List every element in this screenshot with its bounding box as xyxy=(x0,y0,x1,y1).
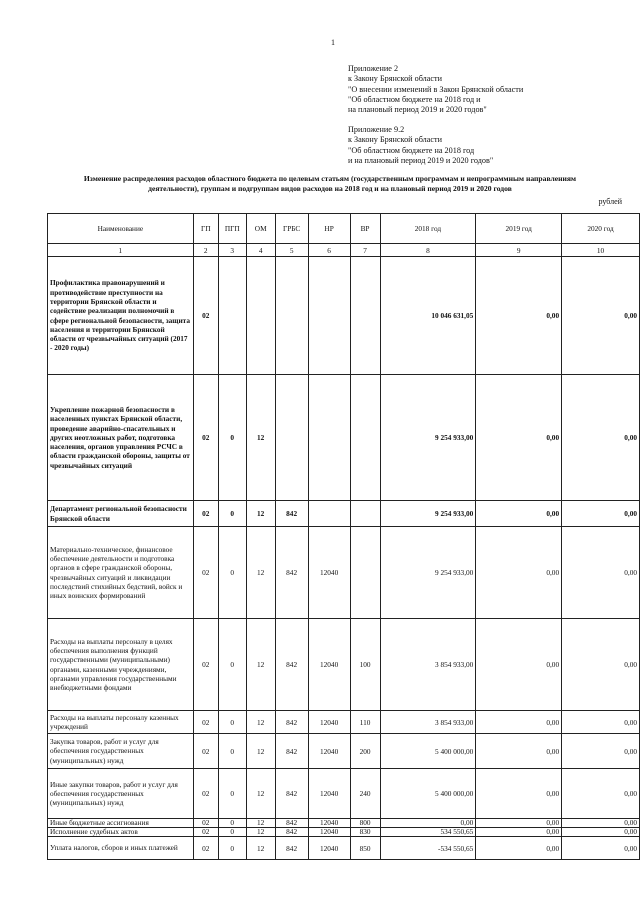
row-pgp-cell: 0 xyxy=(218,619,246,711)
col-header: 2019 год xyxy=(476,214,562,244)
col-number: 8 xyxy=(380,244,476,257)
row-y2018-cell: 9 254 933,00 xyxy=(380,375,476,501)
col-number: 6 xyxy=(308,244,350,257)
appendix-line: Приложение 2 xyxy=(348,64,399,73)
row-y2019-cell: 0,00 xyxy=(476,527,562,619)
budget-table xyxy=(47,213,640,860)
row-om-cell: 12 xyxy=(246,828,275,837)
row-pgp-cell: 0 xyxy=(218,769,246,819)
row-name-cell: Материально-техническое, финансовое обеспечение деятельности и подготовка органов в сфере гражданской обороны, чрезвычайных ситуаций и ликвидации последствий стихийных бедствий, войск и иных воинских формирований xyxy=(48,527,194,619)
col-header: ВР xyxy=(350,214,380,244)
table-row xyxy=(48,619,640,711)
row-nr-cell: 12040 xyxy=(308,819,350,828)
row-pgp-cell: 0 xyxy=(218,828,246,837)
table-row xyxy=(48,828,640,837)
row-y2020-cell: 0,00 xyxy=(562,375,640,501)
appendix-line: к Закону Брянской области xyxy=(348,135,442,145)
appendix-block xyxy=(348,64,523,115)
row-grbs-cell: 842 xyxy=(275,828,308,837)
row-vr-cell: 850 xyxy=(350,837,380,860)
col-number: 9 xyxy=(476,244,562,257)
col-header: ОМ xyxy=(246,214,275,244)
row-gp-cell: 02 xyxy=(193,769,218,819)
row-grbs-cell: 842 xyxy=(275,501,308,527)
row-nr-cell: 12040 xyxy=(308,619,350,711)
row-om-cell: 12 xyxy=(246,819,275,828)
row-y2019-cell: 0,00 xyxy=(476,828,562,837)
col-number: 5 xyxy=(275,244,308,257)
row-y2019-cell: 0,00 xyxy=(476,711,562,734)
row-pgp-cell: 0 xyxy=(218,837,246,860)
row-name-cell: Расходы на выплаты персоналу казенных учреждений xyxy=(48,711,194,734)
row-grbs-cell: 842 xyxy=(275,527,308,619)
title-line: Изменение распределения расходов областного бюджета по целевым статьям (государственным программам и непрограммным направлениям xyxy=(83,174,577,183)
row-y2018-cell: 5 400 000,00 xyxy=(380,734,476,769)
row-y2019-cell: 0,00 xyxy=(476,257,562,375)
row-gp-cell: 02 xyxy=(193,257,218,375)
table-row xyxy=(48,257,640,375)
row-y2018-cell: 10 046 631,05 xyxy=(380,257,476,375)
row-name-cell: Исполнение судебных актов xyxy=(48,828,194,837)
row-grbs-cell xyxy=(275,375,308,501)
row-name-cell: Иные закупки товаров, работ и услуг для обеспечения государственных (муниципальных) нужд xyxy=(48,769,194,819)
title-line: деятельности), группам и подгруппам видов расходов на 2018 год и на плановый период 2019 и 2020 годов xyxy=(148,184,512,193)
row-vr-cell: 100 xyxy=(350,619,380,711)
row-grbs-cell: 842 xyxy=(275,711,308,734)
row-om-cell: 12 xyxy=(246,501,275,527)
column-number-row xyxy=(48,244,640,257)
row-nr-cell: 12040 xyxy=(308,734,350,769)
row-y2019-cell: 0,00 xyxy=(476,734,562,769)
row-y2020-cell: 0,00 xyxy=(562,828,640,837)
row-y2019-cell: 0,00 xyxy=(476,501,562,527)
row-gp-cell: 02 xyxy=(193,501,218,527)
page-number: 1 xyxy=(331,38,335,47)
row-y2019-cell: 0,00 xyxy=(476,619,562,711)
row-om-cell: 12 xyxy=(246,769,275,819)
row-pgp-cell xyxy=(218,257,246,375)
row-name-cell: Иные бюджетные ассигнования xyxy=(48,819,194,828)
row-nr-cell: 12040 xyxy=(308,527,350,619)
col-number: 3 xyxy=(218,244,246,257)
row-nr-cell: 12040 xyxy=(308,711,350,734)
row-name-cell: Укрепление пожарной безопасности в населенных пунктах Брянской области, проведение аварийно-спасательных и других неотложных работ, подготовка населения, органов управления РСЧС в области гражданской обороны, защиты от чрезвычайных ситуаций xyxy=(48,375,194,501)
row-gp-cell: 02 xyxy=(193,619,218,711)
row-vr-cell: 830 xyxy=(350,828,380,837)
table-row xyxy=(48,527,640,619)
row-name-cell: Закупка товаров, работ и услуг для обеспечения государственных (муниципальных) нужд xyxy=(48,734,194,769)
row-y2020-cell: 0,00 xyxy=(562,711,640,734)
row-pgp-cell: 0 xyxy=(218,711,246,734)
table-row xyxy=(48,711,640,734)
row-y2020-cell: 0,00 xyxy=(562,257,640,375)
row-vr-cell xyxy=(350,501,380,527)
table-row xyxy=(48,819,640,828)
row-nr-cell: 12040 xyxy=(308,769,350,819)
row-y2020-cell: 0,00 xyxy=(562,769,640,819)
row-om-cell: 12 xyxy=(246,837,275,860)
table-row xyxy=(48,837,640,860)
row-y2018-cell: 9 254 933,00 xyxy=(380,501,476,527)
appendix-line: "Об областном бюджете на 2018 год xyxy=(348,145,475,155)
row-name-cell: Профилактика правонарушений и противодействие преступности на территории Брянской области и содействие реализации полномочий в сфере региональной безопасности, защита населения и территории Брянской области от чрезвычайных ситуаций (2017 - 2020 годы) xyxy=(48,257,194,375)
table-row xyxy=(48,734,640,769)
row-y2018-cell: 3 854 933,00 xyxy=(380,711,476,734)
row-gp-cell: 02 xyxy=(193,527,218,619)
row-grbs-cell: 842 xyxy=(275,619,308,711)
row-pgp-cell: 0 xyxy=(218,734,246,769)
col-number: 4 xyxy=(246,244,275,257)
row-y2020-cell: 0,00 xyxy=(562,619,640,711)
row-y2018-cell: 9 254 933,00 xyxy=(380,527,476,619)
row-om-cell: 12 xyxy=(246,734,275,769)
row-vr-cell xyxy=(350,527,380,619)
appendix-line: и на плановый период 2019 и 2020 годов" xyxy=(348,155,494,165)
col-number: 7 xyxy=(350,244,380,257)
table-row xyxy=(48,501,640,527)
row-grbs-cell: 842 xyxy=(275,819,308,828)
row-om-cell: 12 xyxy=(246,711,275,734)
row-y2019-cell: 0,00 xyxy=(476,819,562,828)
appendix-line: на плановый период 2019 и 2020 годов" xyxy=(348,105,487,115)
row-y2020-cell: 0,00 xyxy=(562,734,640,769)
row-pgp-cell: 0 xyxy=(218,527,246,619)
row-grbs-cell: 842 xyxy=(275,837,308,860)
appendix-line: "О внесении изменений в Закон Брянской области xyxy=(348,84,524,94)
col-header: НР xyxy=(308,214,350,244)
row-y2019-cell: 0,00 xyxy=(476,769,562,819)
row-vr-cell: 110 xyxy=(350,711,380,734)
row-om-cell: 12 xyxy=(246,619,275,711)
row-gp-cell: 02 xyxy=(193,828,218,837)
row-vr-cell xyxy=(350,257,380,375)
row-y2020-cell: 0,00 xyxy=(562,527,640,619)
row-grbs-cell: 842 xyxy=(275,734,308,769)
row-y2019-cell: 0,00 xyxy=(476,837,562,860)
col-number: 10 xyxy=(562,244,640,257)
row-nr-cell xyxy=(308,257,350,375)
document-title xyxy=(40,174,620,194)
row-nr-cell: 12040 xyxy=(308,837,350,860)
row-om-cell: 12 xyxy=(246,527,275,619)
row-vr-cell: 800 xyxy=(350,819,380,828)
row-y2019-cell: 0,00 xyxy=(476,375,562,501)
col-header: ГРБС xyxy=(275,214,308,244)
row-nr-cell: 12040 xyxy=(308,828,350,837)
row-y2018-cell: 0,00 xyxy=(380,819,476,828)
row-nr-cell xyxy=(308,375,350,501)
col-header: ГП xyxy=(193,214,218,244)
col-number: 2 xyxy=(193,244,218,257)
row-y2018-cell: 534 550,65 xyxy=(380,828,476,837)
table-row xyxy=(48,769,640,819)
row-name-cell: Департамент региональной безопасности Брянской области xyxy=(48,501,194,527)
table-row xyxy=(48,375,640,501)
row-vr-cell xyxy=(350,375,380,501)
unit-label: рублей xyxy=(598,197,622,206)
row-grbs-cell: 842 xyxy=(275,769,308,819)
row-y2018-cell: -534 550,65 xyxy=(380,837,476,860)
appendix-line: "Об областном бюджете на 2018 год и xyxy=(348,94,481,104)
row-om-cell: 12 xyxy=(246,375,275,501)
appendix-line: Приложение 9.2 xyxy=(348,125,405,134)
row-gp-cell: 02 xyxy=(193,375,218,501)
row-om-cell xyxy=(246,257,275,375)
row-y2018-cell: 3 854 933,00 xyxy=(380,619,476,711)
header-row xyxy=(48,214,640,244)
row-gp-cell: 02 xyxy=(193,734,218,769)
col-header: Наименование xyxy=(48,214,194,244)
row-y2020-cell: 0,00 xyxy=(562,501,640,527)
row-pgp-cell: 0 xyxy=(218,819,246,828)
row-grbs-cell xyxy=(275,257,308,375)
row-gp-cell: 02 xyxy=(193,837,218,860)
col-header: ПГП xyxy=(218,214,246,244)
col-header: 2020 год xyxy=(562,214,640,244)
row-gp-cell: 02 xyxy=(193,819,218,828)
row-nr-cell xyxy=(308,501,350,527)
appendix-line: к Закону Брянской области xyxy=(348,74,442,84)
row-gp-cell: 02 xyxy=(193,711,218,734)
col-number: 1 xyxy=(48,244,194,257)
row-name-cell: Расходы на выплаты персоналу в целях обеспечения выполнения функций государственными (муниципальными) органами, казенными учреждениями, органами управления государственными внебюджетными фондами xyxy=(48,619,194,711)
row-y2020-cell: 0,00 xyxy=(562,819,640,828)
row-vr-cell: 200 xyxy=(350,734,380,769)
table-body xyxy=(48,214,640,860)
row-pgp-cell: 0 xyxy=(218,501,246,527)
row-pgp-cell: 0 xyxy=(218,375,246,501)
row-vr-cell: 240 xyxy=(350,769,380,819)
row-name-cell: Уплата налогов, сборов и иных платежей xyxy=(48,837,194,860)
row-y2020-cell: 0,00 xyxy=(562,837,640,860)
appendix-block-2 xyxy=(348,125,493,166)
row-y2018-cell: 5 400 000,00 xyxy=(380,769,476,819)
col-header: 2018 год xyxy=(380,214,476,244)
